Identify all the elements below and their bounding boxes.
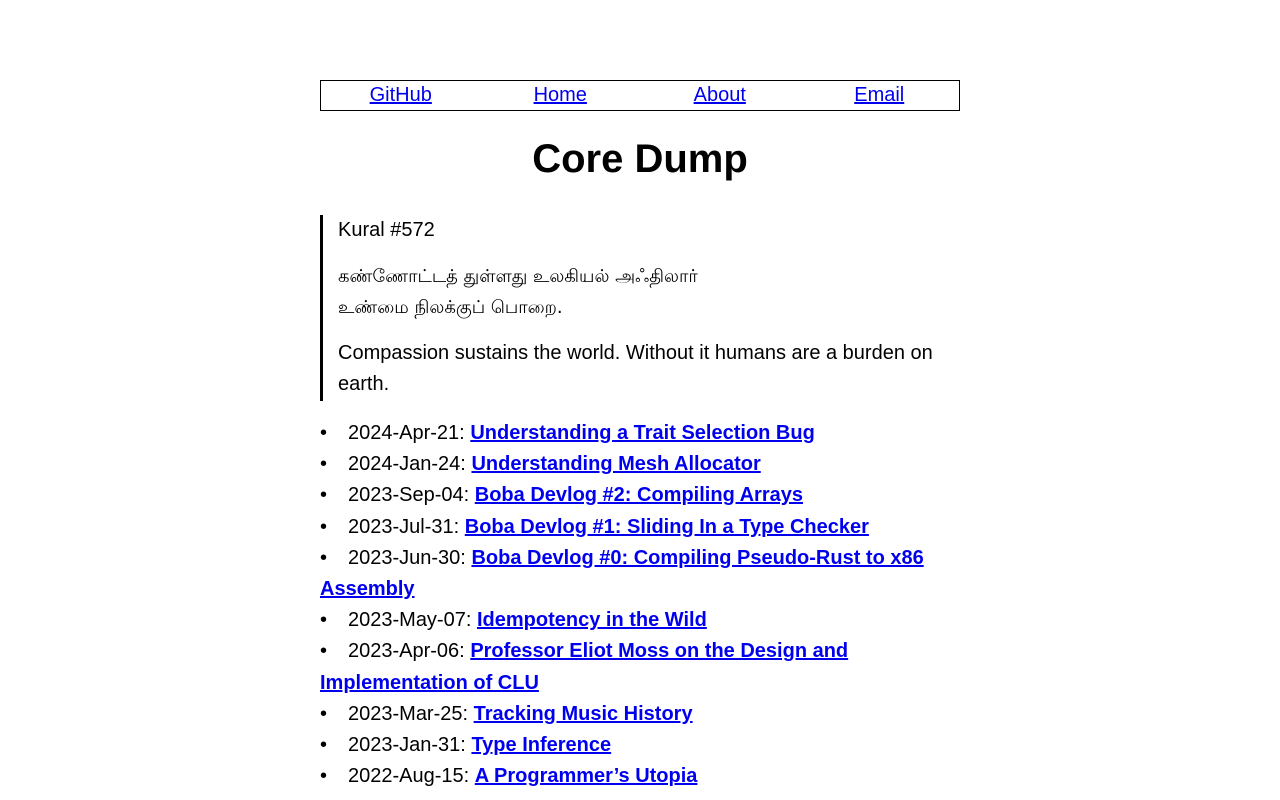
bullet: • xyxy=(320,484,328,507)
post-date: 2024-Jan-24: xyxy=(348,453,466,476)
bullet: • xyxy=(320,609,328,632)
kural-tamil-line-1: கண்ணோட்டத் துள்ளது உலகியல் அஃதிலார் xyxy=(338,266,698,287)
top-nav xyxy=(320,80,960,111)
bullet: • xyxy=(320,515,328,538)
post-list-item xyxy=(320,636,960,698)
nav-link-email[interactable]: Email xyxy=(854,84,905,106)
post-list-item xyxy=(320,512,960,543)
kural-translation: Compassion sustains the world. Without it humans are a burden on earth. xyxy=(338,342,933,395)
nav-link-about[interactable]: About xyxy=(693,84,746,106)
post-date: 2023-Jun-30: xyxy=(348,546,466,569)
post-list-item xyxy=(320,480,960,511)
post-link[interactable]: Boba Devlog #1: Sliding In a Type Checker xyxy=(464,515,869,538)
post-date: 2023-Jan-31: xyxy=(348,734,466,757)
post-list-item xyxy=(320,761,960,792)
bullet: • xyxy=(320,765,328,788)
kural-tamil-text xyxy=(338,261,960,323)
kural-tamil-line-2: உண்மை நிலக்குப் பொறை. xyxy=(338,297,563,318)
post-link[interactable]: Understanding Mesh Allocator xyxy=(471,453,761,476)
post-date: 2023-Apr-06: xyxy=(348,640,465,663)
post-link[interactable]: Type Inference xyxy=(471,734,612,757)
page-container xyxy=(320,0,960,792)
page-title: Core Dump xyxy=(532,137,748,181)
post-list-item xyxy=(320,605,960,636)
post-link[interactable]: Tracking Music History xyxy=(473,702,693,725)
bullet: • xyxy=(320,640,328,663)
post-list-item xyxy=(320,699,960,730)
post-list-item xyxy=(320,449,960,480)
nav-link-github[interactable]: GitHub xyxy=(369,84,432,106)
bullet: • xyxy=(320,422,328,444)
post-date: 2023-Mar-25: xyxy=(348,702,469,725)
post-list-item xyxy=(320,543,960,605)
post-list-item xyxy=(320,418,960,449)
post-link[interactable]: Professor Eliot Moss on the Design and Implementation of CLU xyxy=(320,640,849,694)
post-link[interactable]: Understanding a Trait Selection Bug xyxy=(470,422,815,444)
bullet: • xyxy=(320,734,328,757)
post-date: 2023-Jul-31: xyxy=(348,515,460,538)
bullet: • xyxy=(320,453,328,476)
post-date: 2023-May-07: xyxy=(348,609,472,632)
post-link[interactable]: Boba Devlog #2: Compiling Arrays xyxy=(474,484,803,507)
bullet: • xyxy=(320,546,328,569)
kural-number: Kural #572 xyxy=(338,219,435,241)
post-link[interactable]: Idempotency in the Wild xyxy=(476,609,707,632)
post-date: 2022-Aug-15: xyxy=(348,765,470,788)
nav-link-home[interactable]: Home xyxy=(533,84,587,106)
post-list xyxy=(320,418,960,792)
post-link[interactable]: A Programmer’s Utopia xyxy=(474,765,698,788)
bullet: • xyxy=(320,702,328,725)
post-list-item xyxy=(320,730,960,761)
kural-quote xyxy=(320,215,960,401)
post-link[interactable]: Boba Devlog #0: Compiling Pseudo-Rust to x86 Assembly xyxy=(320,546,924,601)
post-date: 2023-Sep-04: xyxy=(348,484,470,507)
post-date: 2024-Apr-21: xyxy=(348,422,465,444)
